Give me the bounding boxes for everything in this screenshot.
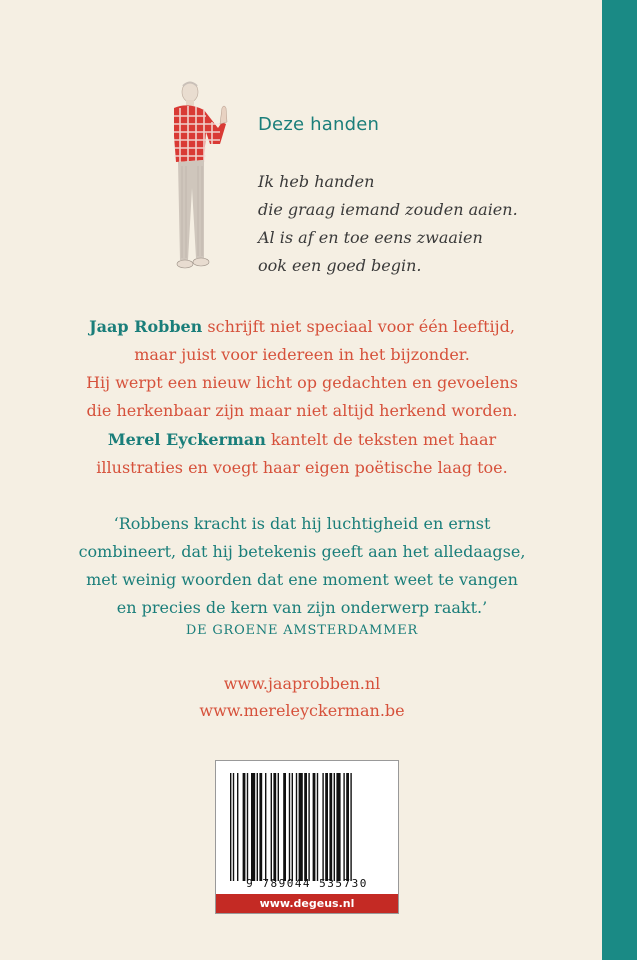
book-spine-edge — [602, 0, 637, 960]
review-quote — [24, 510, 580, 622]
illustrator-website-link[interactable]: www.mereleyckerman.be — [199, 701, 405, 720]
man-in-checkered-shirt-illustration — [160, 78, 230, 273]
website-links — [24, 670, 580, 724]
blurb-line: die herkenbaar zijn maar niet altijd herkend worden. — [86, 401, 518, 420]
blurb-text: kantelt de teksten met haar — [265, 430, 497, 449]
publisher-url: www.degeus.nl — [216, 894, 398, 913]
quote-line: en precies de kern van zijn onderwerp raakt.’ — [116, 598, 488, 617]
blurb-text: schrijft niet speciaal voor één leeftijd, — [202, 317, 515, 336]
isbn-number: 9 789044 535730 — [246, 877, 368, 890]
poem-line: die graag iemand zouden aaien. — [258, 200, 518, 219]
poem-line: Ik heb handen — [258, 172, 375, 191]
blurb-line: maar juist voor iedereen in het bijzonder. — [134, 345, 470, 364]
blurb-line — [24, 313, 580, 341]
poem-line: Al is af en toe eens zwaaien — [258, 228, 483, 247]
blurb-line — [24, 426, 580, 454]
author-website-link[interactable]: www.jaaprobben.nl — [223, 674, 381, 693]
illustrator-blurb — [24, 426, 580, 482]
barcode-label — [215, 760, 399, 914]
quote-line: ‘Robbens kracht is dat hij luchtigheid en ernst — [113, 514, 491, 533]
illustrator-name: Merel Eyckerman — [107, 430, 266, 449]
author-blurb — [24, 313, 580, 425]
poem-text — [258, 168, 588, 280]
author-name: Jaap Robben — [89, 317, 203, 336]
barcode-icon — [230, 773, 386, 881]
blurb-line: Hij werpt een nieuw licht op gedachten en gevoelens — [86, 373, 518, 392]
quote-line: combineert, dat hij betekenis geeft aan het alledaagse, — [78, 542, 526, 561]
quote-source: DE GROENE AMSTERDAMMER — [185, 623, 419, 638]
quote-line: met weinig woorden dat ene moment weet te vangen — [86, 570, 518, 589]
poem-line: ook een goed begin. — [258, 256, 422, 275]
blurb-line: illustraties en voegt haar eigen poëtische laag toe. — [96, 458, 508, 477]
poem-title: Deze handen — [258, 114, 380, 135]
